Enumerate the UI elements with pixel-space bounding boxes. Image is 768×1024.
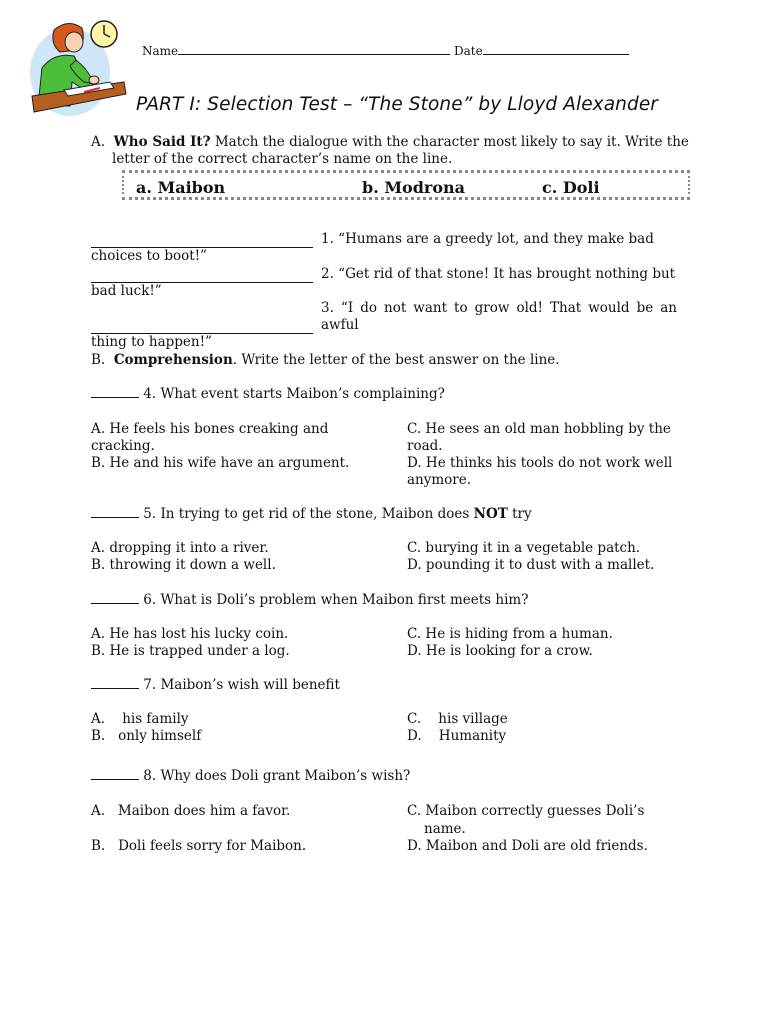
section-a-heading-line: [91, 134, 689, 151]
q5-option-c: C. burying it in a vegetable patch.: [407, 540, 641, 556]
answer-blank-2[interactable]: [91, 266, 313, 283]
q6-option-c: C. He is hiding from a human.: [407, 626, 613, 642]
section-b-heading: Comprehension: [113, 352, 233, 368]
item-3-text-cont: thing to happen!”: [91, 334, 212, 350]
item-3-text: 3. “I do not want to grow old! That would be an awful: [321, 300, 677, 333]
q6-option-d: D. He is looking for a crow.: [407, 643, 593, 659]
section-a-instruction: Match the dialogue with the character most likely to say it. Write the: [210, 134, 689, 150]
character-choices-box: [122, 170, 690, 200]
q4-option-b: B. He and his wife have an argument.: [91, 455, 350, 471]
q4-option-d: D. He thinks his tools do not work well: [407, 455, 673, 471]
clock-icon: [91, 21, 117, 47]
q4-option-c: C. He sees an old man hobbling by the: [407, 421, 671, 437]
section-a-heading: Who Said It?: [113, 134, 211, 150]
question-8-text: 8. Why does Doli grant Maibon’s wish?: [143, 768, 411, 784]
choice-maibon: a. Maibon: [136, 178, 226, 197]
name-date-line: [142, 44, 629, 58]
q6-option-b: B. He is trapped under a log.: [91, 643, 290, 659]
q7-option-b: B. only himself: [91, 728, 202, 744]
question-5-text-end: try: [507, 506, 532, 522]
q6-option-a: A. He has lost his lucky coin.: [91, 626, 289, 642]
q8-option-b: B. Doli feels sorry for Maibon.: [91, 838, 307, 854]
question-8: [91, 768, 410, 785]
answer-blank-4[interactable]: [91, 397, 139, 398]
question-6: [91, 592, 528, 609]
q4-option-c-cont: road.: [407, 438, 443, 454]
who-said-item-1: [91, 231, 677, 265]
choice-doli: c. Doli: [542, 178, 600, 197]
question-7-text: 7. Maibon’s wish will benefit: [143, 677, 340, 693]
q8-option-d: D. Maibon and Doli are old friends.: [407, 838, 648, 854]
item-2-text: 2. “Get rid of that stone! It has brought nothing but: [321, 266, 676, 282]
q5-option-d: D. pounding it to dust with a mallet.: [407, 557, 655, 573]
question-6-text: 6. What is Doli’s problem when Maibon first meets him?: [143, 592, 529, 608]
date-blank[interactable]: [483, 54, 629, 55]
answer-blank-7[interactable]: [91, 688, 139, 689]
q8-option-c-cont: name.: [424, 821, 466, 837]
q8-option-a: A. Maibon does him a favor.: [91, 803, 291, 819]
name-blank[interactable]: [178, 54, 450, 55]
who-said-item-2: [91, 266, 677, 300]
question-5: [91, 506, 532, 523]
name-label: Name: [142, 44, 179, 58]
q4-option-a-cont: cracking.: [91, 438, 155, 454]
answer-blank-6[interactable]: [91, 603, 139, 604]
q5-option-a: A. dropping it into a river.: [91, 540, 269, 556]
section-b-instruction: . Write the letter of the best answer on the line.: [232, 352, 560, 368]
q7-option-c: C. his village: [407, 711, 508, 727]
date-label: Date: [453, 44, 483, 58]
student-writing-clipart: [24, 12, 128, 118]
answer-blank-3[interactable]: [91, 300, 313, 334]
answer-blank-8[interactable]: [91, 779, 139, 780]
question-5-emphasis: NOT: [473, 506, 508, 522]
question-7: [91, 677, 340, 694]
q8-option-c: C. Maibon correctly guesses Doli’s: [407, 803, 645, 819]
page-title: PART I: Selection Test – “The Stone” by Lloyd Alexander: [136, 94, 659, 115]
section-b-letter: B.: [91, 352, 106, 368]
who-said-item-3: [91, 300, 677, 351]
question-4-text: 4. What event starts Maibon’s complaining?: [143, 386, 445, 402]
q7-option-d: D. Humanity: [407, 728, 507, 744]
answer-blank-5[interactable]: [91, 517, 139, 518]
item-2-text-cont: bad luck!”: [91, 283, 162, 299]
q4-option-a: A. He feels his bones creaking and: [91, 421, 329, 437]
item-1-text: 1. “Humans are a greedy lot, and they make bad: [321, 231, 654, 247]
question-5-text: 5. In trying to get rid of the stone, Maibon does: [143, 506, 474, 522]
section-b-heading-line: [91, 352, 560, 369]
q5-option-b: B. throwing it down a well.: [91, 557, 276, 573]
question-4: [91, 386, 445, 403]
answer-blank-1[interactable]: [91, 231, 313, 248]
section-a-instruction-2: letter of the correct character’s name on the line.: [112, 151, 453, 167]
q4-option-d-cont: anymore.: [407, 472, 472, 488]
section-a-letter: A.: [91, 134, 106, 150]
choice-modrona: b. Modrona: [362, 178, 465, 197]
q7-option-a: A. his family: [91, 711, 189, 727]
item-1-text-cont: choices to boot!”: [91, 248, 207, 264]
